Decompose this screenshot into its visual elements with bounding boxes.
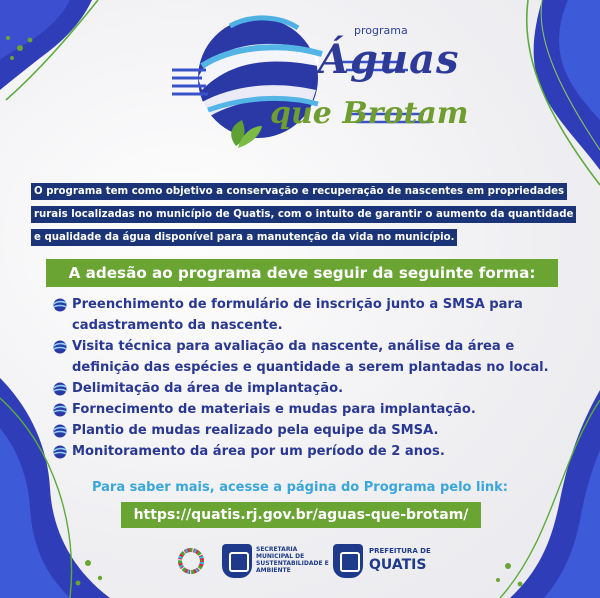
prefeitura-logo: [333, 542, 433, 582]
list-item: [50, 378, 570, 399]
intro-paragraph: [31, 179, 576, 248]
step-text: Preenchimento de formulário de inscrição junto a SMSA para: [72, 297, 523, 312]
quatis-crest-icon: [333, 544, 363, 578]
step-text: definição das espécies e quantidade a serem plantadas no local.: [72, 360, 549, 375]
step-text: Monitoramento da área por um período de 2 anos.: [72, 444, 445, 459]
quatis-crest-icon: [222, 544, 252, 578]
water-wave-bullet-icon: [52, 424, 68, 438]
list-item: [50, 336, 570, 378]
intro-line: O programa tem como objetivo a conservação e recuperação de nascentes em propriedades: [31, 183, 567, 200]
list-item: [50, 399, 570, 420]
smsa-logo: [222, 542, 329, 582]
water-wave-bullet-icon: [52, 340, 68, 354]
step-text: Delimitação da área de implantação.: [72, 381, 344, 396]
list-item: [50, 420, 570, 441]
prefeitura-label: PREFEITURA DE: [369, 547, 431, 555]
ods-logo: [172, 542, 208, 582]
program-link[interactable]: https://quatis.rj.gov.br/aguas-que-brotam/: [121, 502, 481, 528]
logo-program-label: programa: [354, 24, 408, 37]
water-wave-bullet-icon: [52, 445, 68, 459]
list-item: [50, 294, 570, 336]
adhesion-steps-list: [50, 294, 570, 462]
top-right-wave-decoration: [490, 0, 600, 200]
logo-subtitle: que Brotam: [270, 96, 469, 131]
smsa-logo-text: SECRETARIA MUNICIPAL DE SUSTENTABILIDADE E AMBIENTE: [256, 546, 329, 574]
ods-wheel-icon: [178, 548, 204, 574]
logo-title: Águas: [318, 36, 460, 83]
step-text: cadastramento da nascente.: [72, 318, 283, 333]
intro-line: rurais localizadas no município de Quatis, com o intuito de garantir o aumento da quantidade: [31, 206, 576, 223]
step-text: Fornecimento de materiais e mudas para implantação.: [72, 402, 476, 417]
prefeitura-name: QUATIS: [369, 557, 427, 573]
intro-line: e qualidade da água disponível para a manutenção da vida no município.: [31, 229, 457, 246]
water-wave-bullet-icon: [52, 298, 68, 312]
water-wave-bullet-icon: [52, 382, 68, 396]
top-left-wave-decoration: [0, 0, 150, 150]
step-text: Plantio de mudas realizado pela equipe da SMSA.: [72, 423, 439, 438]
list-item: [50, 441, 570, 462]
step-text: Visita técnica para avaliação da nascente, análise da área e: [72, 339, 515, 354]
adhesion-heading: A adesão ao programa deve seguir da seguinte forma:: [46, 259, 558, 287]
more-info-text: Para saber mais, acesse a página do Programa pelo link:: [91, 480, 509, 495]
water-wave-bullet-icon: [52, 403, 68, 417]
